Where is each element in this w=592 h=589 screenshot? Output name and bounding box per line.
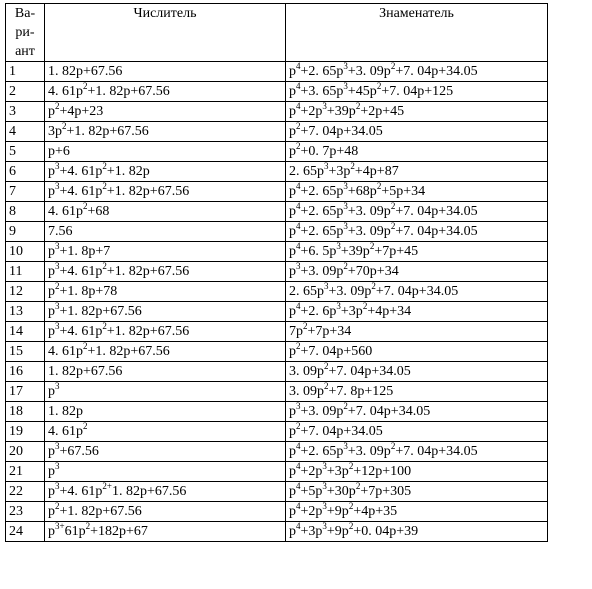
denominator-cell: $p^2+7$. 04p+560 xyxy=(286,342,548,362)
numerator-cell: $p^{3+}61p^2+182p+67$ xyxy=(45,522,286,542)
numerator-cell: $p^3+4$. $61p^2+1$. 82p+67.56 xyxy=(45,262,286,282)
denominator-cell: $p^4+3$. $65p^3+45p^2+7$. 04p+125 xyxy=(286,82,548,102)
table-row xyxy=(6,442,548,462)
table-body xyxy=(6,62,548,542)
table-row xyxy=(6,182,548,202)
table-row xyxy=(6,502,548,522)
table-header-row xyxy=(6,4,548,62)
table-row xyxy=(6,202,548,222)
numerator-cell: $p^3+1$. 8p+7 xyxy=(45,242,286,262)
numerator-cell: $p^3+4$. $61p^2+1$. 82p+67.56 xyxy=(45,182,286,202)
variant-cell: 20 xyxy=(6,442,45,462)
variants-table xyxy=(5,3,548,542)
header-variant-line: Ва- xyxy=(14,6,36,21)
variant-cell: 2 xyxy=(6,82,45,102)
table-row xyxy=(6,162,548,182)
variant-cell: 3 xyxy=(6,102,45,122)
table-row xyxy=(6,142,548,162)
table-row xyxy=(6,242,548,262)
variant-cell: 6 xyxy=(6,162,45,182)
denominator-cell: $p^4+2p^3+3p^2+12p+100$ xyxy=(286,462,548,482)
header-variant-line: ант xyxy=(15,44,35,59)
denominator-cell: 2. $65p^3+3p^2+4p+87$ xyxy=(286,162,548,182)
denominator-cell: $p^2+0$. 7p+48 xyxy=(286,142,548,162)
table-row xyxy=(6,302,548,322)
denominator-cell: $p^4+2$. $65p^3+3$. $09p^2+7$. 04p+34.05 xyxy=(286,62,548,82)
header-variant-line: ри- xyxy=(15,25,35,40)
table-row xyxy=(6,102,548,122)
denominator-cell: $p^4+2$. $65p^3+3$. $09p^2+7$. 04p+34.05 xyxy=(286,222,548,242)
variant-cell: 14 xyxy=(6,322,45,342)
table-row xyxy=(6,422,548,442)
denominator-cell: $p^4+2p^3+39p^2+2p+45$ xyxy=(286,102,548,122)
table-row xyxy=(6,322,548,342)
numerator-cell: $p^3+4$. $61p^2+1$. 82p+67.56 xyxy=(45,322,286,342)
table-row xyxy=(6,82,548,102)
variant-cell: 7 xyxy=(6,182,45,202)
denominator-cell: $p^4+2p^3+9p^2+4p+35$ xyxy=(286,502,548,522)
variant-cell: 11 xyxy=(6,262,45,282)
table-row xyxy=(6,462,548,482)
denominator-cell: $p^4+6$. $5p^3+39p^2+7p+45$ xyxy=(286,242,548,262)
numerator-cell: $p^2+1$. 8p+78 xyxy=(45,282,286,302)
numerator-cell: $p^3$ xyxy=(45,382,286,402)
numerator-cell: $p^3+4$. $61p^{2+}1$. 82p+67.56 xyxy=(45,482,286,502)
variant-cell: 19 xyxy=(6,422,45,442)
denominator-cell: $p^3+3$. $09p^2+70p+34$ xyxy=(286,262,548,282)
table-row xyxy=(6,122,548,142)
variant-cell: 17 xyxy=(6,382,45,402)
numerator-cell: $p^3+1$. 82p+67.56 xyxy=(45,302,286,322)
variant-cell: 23 xyxy=(6,502,45,522)
numerator-cell: $p^3+67.56$ xyxy=(45,442,286,462)
variant-cell: 8 xyxy=(6,202,45,222)
variant-cell: 5 xyxy=(6,142,45,162)
table-row xyxy=(6,402,548,422)
variant-cell: 18 xyxy=(6,402,45,422)
variant-cell: 15 xyxy=(6,342,45,362)
numerator-cell: p+6 xyxy=(45,142,286,162)
table-row xyxy=(6,262,548,282)
numerator-cell: 7.56 xyxy=(45,222,286,242)
numerator-cell: $3p^2+1$. 82p+67.56 xyxy=(45,122,286,142)
numerator-cell: 1. 82p+67.56 xyxy=(45,62,286,82)
denominator-cell: $p^2+7$. 04p+34.05 xyxy=(286,422,548,442)
variant-cell: 22 xyxy=(6,482,45,502)
denominator-cell: $p^4+2$. $6p^3+3p^2+4p+34$ xyxy=(286,302,548,322)
denominator-cell: $p^4+2$. $65p^3+3$. $09p^2+7$. 04p+34.05 xyxy=(286,442,548,462)
denominator-cell: $p^2+7$. 04p+34.05 xyxy=(286,122,548,142)
denominator-cell: $p^4+2$. $65p^3+68p^2+5p+34$ xyxy=(286,182,548,202)
denominator-cell: $p^4+2$. $65p^3+3$. $09p^2+7$. 04p+34.05 xyxy=(286,202,548,222)
header-denominator: Знаменатель xyxy=(286,4,548,62)
variant-cell: 24 xyxy=(6,522,45,542)
table-row xyxy=(6,362,548,382)
variant-cell: 21 xyxy=(6,462,45,482)
table-row xyxy=(6,282,548,302)
table-row xyxy=(6,482,548,502)
denominator-cell: $p^4+3p^3+9p^2+0$. 04p+39 xyxy=(286,522,548,542)
variant-cell: 13 xyxy=(6,302,45,322)
table-row xyxy=(6,222,548,242)
variant-cell: 10 xyxy=(6,242,45,262)
numerator-cell: 1. 82p xyxy=(45,402,286,422)
denominator-cell: $7p^2+7p+34$ xyxy=(286,322,548,342)
variant-cell: 16 xyxy=(6,362,45,382)
variant-cell: 4 xyxy=(6,122,45,142)
header-numerator: Числитель xyxy=(45,4,286,62)
denominator-cell: 3. $09p^2+7$. 8p+125 xyxy=(286,382,548,402)
numerator-cell: $p^3$ xyxy=(45,462,286,482)
numerator-cell: $p^2+1$. 82p+67.56 xyxy=(45,502,286,522)
numerator-cell: 4. $61p^2+68$ xyxy=(45,202,286,222)
denominator-cell: 2. $65p^3+3$. $09p^2+7$. 04p+34.05 xyxy=(286,282,548,302)
variant-cell: 1 xyxy=(6,62,45,82)
table-row xyxy=(6,342,548,362)
denominator-cell: $p^3+3$. $09p^2+7$. 04p+34.05 xyxy=(286,402,548,422)
table-row xyxy=(6,522,548,542)
numerator-cell: $p^3+4$. $61p^2+1$. 82p xyxy=(45,162,286,182)
numerator-cell: 4. $61p^2$ xyxy=(45,422,286,442)
document xyxy=(5,3,548,542)
table-row xyxy=(6,382,548,402)
variant-cell: 12 xyxy=(6,282,45,302)
denominator-cell: 3. $09p^2+7$. 04p+34.05 xyxy=(286,362,548,382)
header-variant xyxy=(6,4,45,62)
numerator-cell: 1. 82p+67.56 xyxy=(45,362,286,382)
denominator-cell: $p^4+5p^3+30p^2+7p+305$ xyxy=(286,482,548,502)
numerator-cell: $p^2+4p+23$ xyxy=(45,102,286,122)
numerator-cell: 4. $61p^2+1$. 82p+67.56 xyxy=(45,82,286,102)
numerator-cell: 4. $61p^2+1$. 82p+67.56 xyxy=(45,342,286,362)
variant-cell: 9 xyxy=(6,222,45,242)
table-row xyxy=(6,62,548,82)
